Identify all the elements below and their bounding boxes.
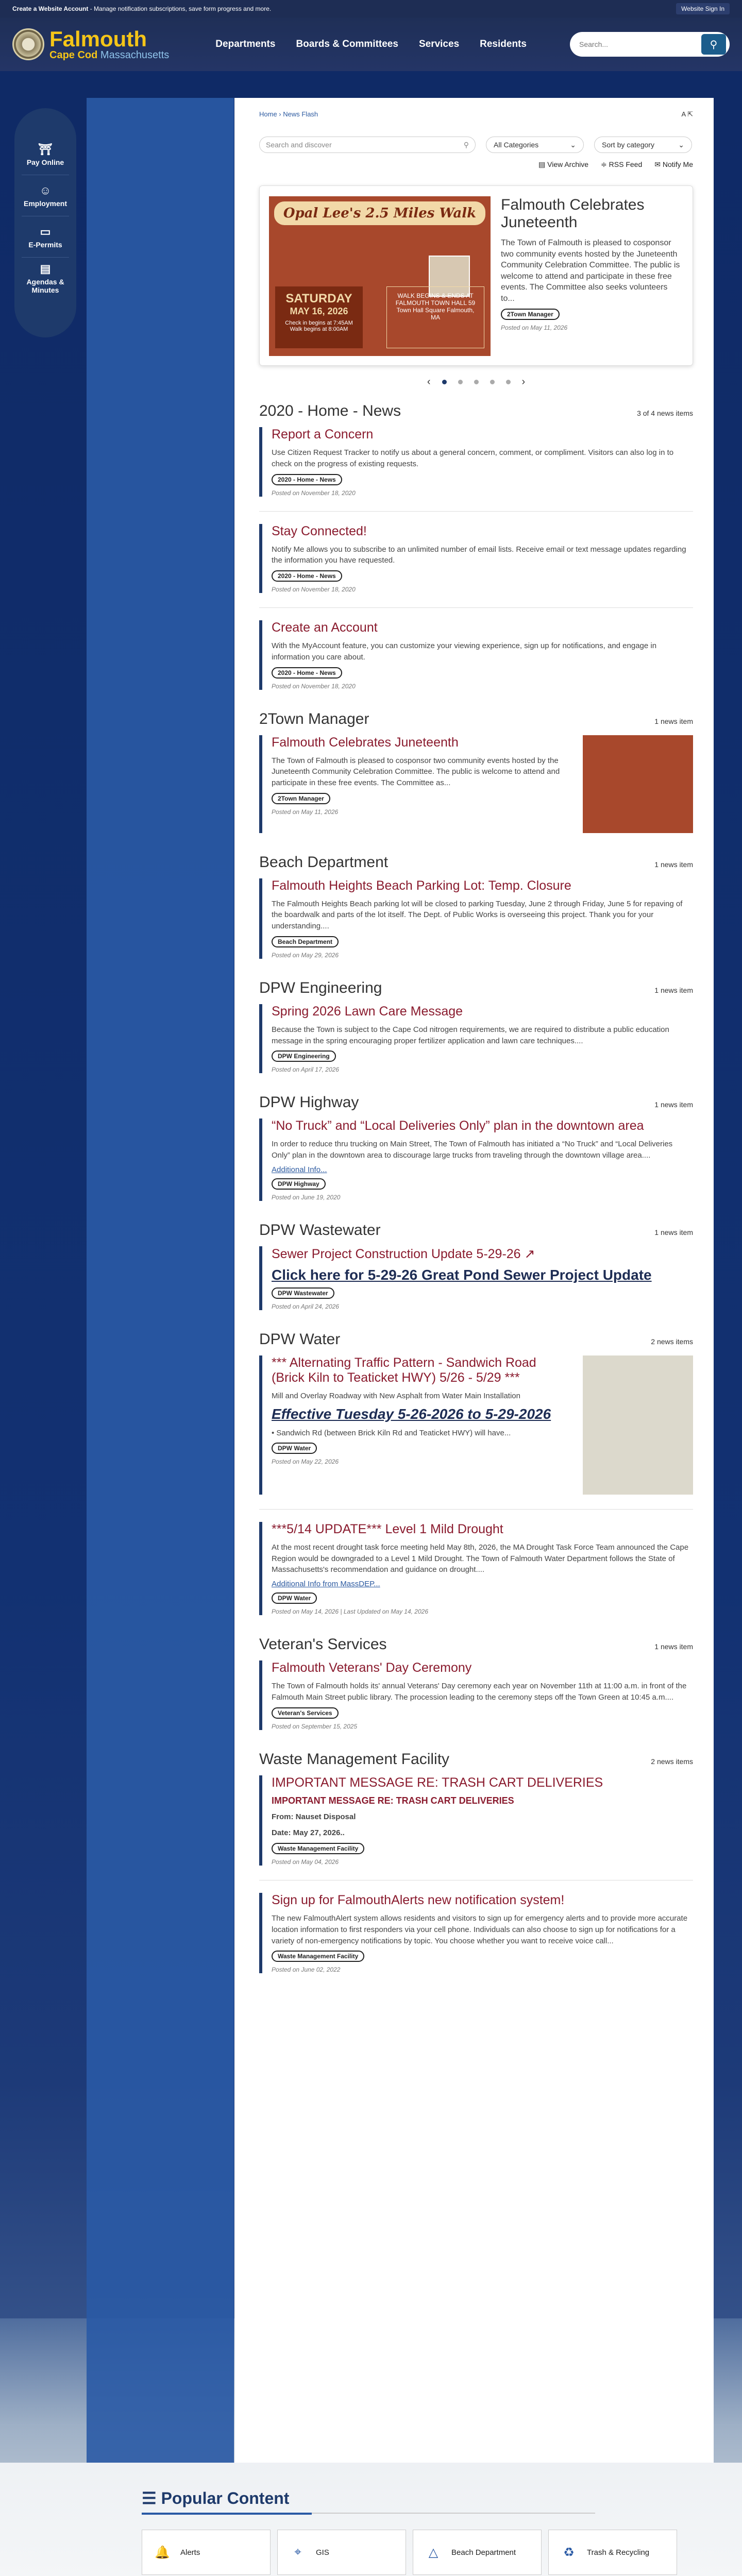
category-tag[interactable]: Waste Management Facility <box>272 1951 364 1962</box>
news-item-summary: Notify Me allows you to subscribe to an unlimited number of email lists. Receive email or text message updates regarding the information you have requested. <box>272 545 686 565</box>
category-tag[interactable]: 2020 - Home - News <box>272 667 342 679</box>
news-item-title[interactable]: Sign up for FalmouthAlerts new notification system! <box>272 1893 565 1907</box>
news-actions <box>259 160 693 169</box>
umbrella-icon: △ <box>428 2545 439 2560</box>
news-item-summary: Mill and Overlay Roadway with New Asphalt from Water Main Installation <box>272 1391 520 1400</box>
chevron-down-icon: ⌄ <box>678 140 684 149</box>
breadcrumb <box>259 110 693 118</box>
posted-date: Posted on April 17, 2026 <box>272 1066 339 1074</box>
posted-date: Posted on April 24, 2026 <box>272 1302 339 1310</box>
section-title: DPW Water <box>259 1330 341 1348</box>
news-item-summary: Use Citizen Request Tracker to notify us about a general concern, comment, or compliment. Visitors can also log in to check on the progress of existing requests. <box>272 448 674 468</box>
quick-link-label: Agendas & Minutes <box>26 278 64 294</box>
category-tag[interactable]: Veteran's Services <box>272 1707 339 1719</box>
news-item-title[interactable]: Spring 2026 Lawn Care Message <box>272 1004 463 1019</box>
nav-services[interactable]: Services <box>418 39 460 49</box>
section-title: DPW Wastewater <box>259 1221 381 1239</box>
popular-title-text: Popular Content <box>161 2489 290 2507</box>
quick-link-employment[interactable] <box>22 175 69 216</box>
document-icon: ▤ <box>40 262 51 275</box>
message-date: Date: May 27, 2026.. <box>272 1828 345 1838</box>
news-item <box>259 1775 693 1866</box>
popular-label: Trash & Recycling <box>587 2548 650 2557</box>
news-item-title[interactable]: ***5/14 UPDATE*** Level 1 Mild Drought <box>272 1521 503 1536</box>
news-section-town-manager <box>259 710 693 833</box>
category-value: All Categories <box>494 141 539 149</box>
notify-me-link[interactable] <box>654 160 693 169</box>
popular-label: GIS <box>316 2548 329 2557</box>
slider-dot[interactable] <box>506 380 511 384</box>
quick-link-label: E-Permits <box>28 240 62 249</box>
permit-icon: ▭ <box>40 225 51 238</box>
news-section-dpw-engineering <box>259 979 693 1074</box>
category-tag[interactable]: DPW Water <box>272 1443 317 1454</box>
news-item-title[interactable]: IMPORTANT MESSAGE RE: TRASH CART DELIVERIES <box>272 1775 603 1790</box>
news-section-dpw-wastewater <box>259 1222 693 1310</box>
news-item-summary: Because the Town is subject to the Cape Cod nitrogen requirements, we are required to distribute a public education message in the spring encouraging proper fertilizer application and lawn care techniques.... <box>272 1025 669 1045</box>
news-item-summary: The Town of Falmouth is pleased to cosponsor two community events hosted by the Juneteenth Community Celebration Committee. The public is welcome to attend and participate in these free events. The Committee as... <box>272 756 560 787</box>
category-select[interactable] <box>486 137 584 153</box>
additional-info-link[interactable]: Additional Info from MassDEP... <box>272 1580 380 1588</box>
slide-summary: The Town of Falmouth is pleased to cosponsor two community events hosted by the Juneteenth Community Celebration Committee. The public is welcome to attend and participate in these free events. The Committee also seeks volunteers to... <box>501 239 680 303</box>
news-section-waste <box>259 1751 693 1974</box>
site-logo[interactable] <box>49 28 169 60</box>
flyer-day: SATURDAY <box>285 292 352 306</box>
town-seal-logo[interactable] <box>12 28 44 60</box>
map-thumbnail[interactable] <box>583 1355 693 1495</box>
popular-grid <box>142 2530 679 2576</box>
flyer-date-box <box>275 286 363 348</box>
section-count: 1 news item <box>654 1228 693 1236</box>
news-item-title[interactable]: Sewer Project Construction Update 5-29-26 ↗ <box>272 1246 535 1261</box>
news-item <box>259 878 693 959</box>
category-tag[interactable]: 2020 - Home - News <box>272 474 342 485</box>
archive-icon: ▤ <box>538 160 548 168</box>
search-icon: ⚲ <box>463 140 469 149</box>
news-search-input[interactable] <box>259 137 476 153</box>
section-title: Veteran's Services <box>259 1636 387 1653</box>
popular-label: Alerts <box>180 2548 200 2557</box>
map-pin-icon: ⌖ <box>294 2545 301 2559</box>
news-item <box>259 1660 693 1730</box>
quick-link-agendas[interactable] <box>22 258 69 299</box>
section-title: DPW Highway <box>259 1094 359 1111</box>
news-item <box>259 1004 693 1074</box>
news-item-title[interactable]: “No Truck” and “Local Deliveries Only” plan in the downtown area <box>272 1118 644 1133</box>
slider-controls <box>259 376 693 388</box>
section-title: 2020 - Home - News <box>259 402 401 419</box>
slider-dot[interactable] <box>442 380 447 384</box>
news-section-beach <box>259 854 693 959</box>
sewer-update-link[interactable]: Click here for 5-29-26 Great Pond Sewer Project Update <box>272 1266 652 1283</box>
website-sign-in-button[interactable]: Website Sign In <box>676 3 730 14</box>
posted-date: Posted on June 02, 2022 <box>272 1966 341 1974</box>
news-filters <box>259 137 693 153</box>
section-count: 2 news items <box>651 1757 693 1766</box>
topbar-text: - Manage notification subscriptions, save form progress and more. <box>88 5 272 12</box>
category-tag[interactable]: 2020 - Home - News <box>272 570 342 582</box>
category-tag[interactable]: DPW Water <box>272 1592 317 1604</box>
popular-label: Beach Department <box>451 2548 516 2557</box>
news-item-title[interactable]: Falmouth Celebrates Juneteenth <box>272 735 459 750</box>
search-icon: ⚲ <box>701 34 726 55</box>
posted-date: Posted on November 18, 2020 <box>272 586 356 593</box>
page-tools[interactable]: A ⇱ <box>681 110 693 118</box>
slider-dot[interactable] <box>474 380 479 384</box>
message-from: From: Nauset Disposal <box>272 1812 356 1821</box>
news-section-veterans <box>259 1636 693 1730</box>
search-input[interactable] <box>570 32 698 57</box>
featured-slider <box>259 185 693 366</box>
category-tag[interactable]: DPW Engineering <box>272 1050 336 1062</box>
news-item <box>259 735 693 833</box>
list-icon: ☰ <box>142 2489 161 2507</box>
news-item-summary: In order to reduce thru trucking on Main Street, The Town of Falmouth has initiated a “No Truck” and “Local Deliveries Only” plan in the downtown area to discourage large trucks from traveling through the downtown village area.... <box>272 1140 673 1160</box>
slide-text <box>501 196 683 355</box>
news-item-summary: The Town of Falmouth holds its' annual Veterans' Day ceremony each year on November 11th at 11:00 a.m. in front of the Falmouth Main Street public library. The procession leading to the ceremony steps off the Town Green at 10:45 a.m.... <box>272 1682 687 1702</box>
quick-link-label: Employment <box>23 199 67 208</box>
flyer-time: Check in begins at 7:45AM Walk begins at 8:00AM <box>285 320 353 332</box>
news-item <box>259 1246 693 1310</box>
category-tag[interactable]: DPW Wastewater <box>272 1287 334 1299</box>
popular-beach[interactable] <box>413 2530 542 2575</box>
next-arrow-icon[interactable]: › <box>521 376 526 387</box>
news-item-title[interactable]: Report a Concern <box>272 427 374 442</box>
posted-date: Posted on November 18, 2020 <box>272 489 356 497</box>
rss-feed-label: RSS Feed <box>609 160 643 168</box>
slider-dot[interactable] <box>490 380 495 384</box>
effective-dates: Effective Tuesday 5-26-2026 to 5-29-2026 <box>272 1405 551 1422</box>
section-title: Waste Management Facility <box>259 1750 450 1768</box>
news-item <box>259 1522 693 1615</box>
nav-boards[interactable]: Boards & Committees <box>296 39 398 49</box>
section-count: 1 news item <box>654 1100 693 1109</box>
news-item <box>259 1118 693 1201</box>
site-search <box>570 32 730 57</box>
sort-select[interactable] <box>594 137 692 153</box>
breadcrumb-home[interactable]: Home <box>259 110 277 118</box>
news-item-summary: The new FalmouthAlert system allows residents and visitors to sign up for emergency alerts and to provide more accurate location information to first responders via your cell phone. Individuals can also choose to sign up for notifications for a variety of non-emergency notifications by topic. You choose whether you want to receive voice call... <box>272 1914 688 1945</box>
quick-link-epermits[interactable] <box>22 216 69 258</box>
rss-feed-link[interactable] <box>601 160 642 169</box>
popular-content <box>0 2463 742 2576</box>
site-header <box>0 18 742 71</box>
posted-date: Posted on May 14, 2026 | Last Updated on May 14, 2026 <box>272 1608 428 1615</box>
quick-links-pill <box>14 108 76 337</box>
news-item <box>259 427 693 497</box>
breadcrumb-current[interactable]: News Flash <box>283 110 318 118</box>
news-item <box>259 524 693 594</box>
divider <box>259 511 693 512</box>
divider <box>259 1509 693 1510</box>
category-tag[interactable]: Waste Management Facility <box>272 1843 364 1854</box>
posted-date: Posted on September 15, 2025 <box>272 1722 358 1730</box>
news-item-title[interactable]: Create an Account <box>272 620 378 635</box>
section-title: DPW Engineering <box>259 979 382 996</box>
news-section-dpw-highway <box>259 1094 693 1201</box>
popular-trash[interactable] <box>548 2530 677 2575</box>
news-section-dpw-water <box>259 1331 693 1615</box>
section-count: 2 news items <box>651 1337 693 1346</box>
flyer-date: MAY 16, 2026 <box>290 306 348 316</box>
logo-state: Massachusetts <box>100 49 170 61</box>
shield-icon: ⛩ <box>38 142 53 156</box>
section-count: 1 news item <box>654 717 693 725</box>
slide-title[interactable]: Falmouth Celebrates Juneteenth <box>501 196 645 231</box>
nav-residents[interactable]: Residents <box>480 39 527 49</box>
news-item-title[interactable]: Falmouth Veterans' Day Ceremony <box>272 1660 472 1675</box>
news-item-title[interactable]: Stay Connected! <box>272 523 367 538</box>
posted-date: Posted on May 11, 2026 <box>272 808 339 816</box>
search-button[interactable] <box>698 32 730 57</box>
news-item-title[interactable]: Falmouth Heights Beach Parking Lot: Temp. Closure <box>272 878 571 893</box>
posted-date: Posted on May 04, 2026 <box>272 1858 339 1866</box>
section-count: 1 news item <box>654 860 693 869</box>
view-archive-label: View Archive <box>547 160 589 168</box>
create-account-link[interactable]: Create a Website Account <box>12 5 89 12</box>
sort-value: Sort by category <box>602 141 654 149</box>
section-count: 1 news item <box>654 986 693 994</box>
category-tag[interactable]: 2Town Manager <box>501 309 560 320</box>
additional-info-link[interactable]: Additional Info... <box>272 1165 327 1174</box>
view-archive-link[interactable] <box>538 160 588 169</box>
top-bar <box>0 0 742 18</box>
notify-me-label: Notify Me <box>662 160 693 168</box>
logo-name: Falmouth <box>49 27 147 51</box>
category-tag[interactable]: Beach Department <box>272 936 339 947</box>
envelope-icon: ✉ <box>654 160 663 168</box>
breadcrumb-separator: › <box>277 110 283 118</box>
popular-gis[interactable] <box>277 2530 406 2575</box>
logo-capecod: Cape Cod <box>49 49 98 61</box>
main-content <box>234 98 714 2463</box>
quick-link-pay-online[interactable] <box>22 134 69 175</box>
category-tag[interactable]: DPW Highway <box>272 1178 326 1190</box>
rss-icon: ≑ <box>601 160 609 168</box>
flyer-location: WALK BEGINS & ENDS AT FALMOUTH TOWN HALL 59 Town Hall Square Falmouth, MA <box>386 286 484 348</box>
news-item-bullet: • Sandwich Rd (between Brick Kiln Rd and Teaticket HWY) will have... <box>272 1428 511 1437</box>
news-section-2020-home <box>259 402 693 690</box>
bullet-text: Sandwich Rd (between Brick Kiln Rd and Teaticket HWY) will have... <box>276 1428 511 1437</box>
posted-date: Posted on May 22, 2026 <box>272 1458 339 1466</box>
news-thumbnail[interactable] <box>583 735 693 833</box>
section-title: Beach Department <box>259 853 389 871</box>
posted-date: Posted on May 29, 2026 <box>272 951 339 959</box>
news-item <box>259 1893 693 1973</box>
event-flyer-image[interactable] <box>269 196 491 356</box>
news-item <box>259 1355 693 1495</box>
main-nav <box>215 39 527 50</box>
nav-departments[interactable]: Departments <box>215 39 276 49</box>
posted-date: Posted on November 18, 2020 <box>272 682 356 690</box>
news-search-placeholder: Search and discover <box>266 141 332 149</box>
flyer-title: Opal Lee's 2.5 Miles Walk <box>274 201 485 225</box>
message-heading: IMPORTANT MESSAGE RE: TRASH CART DELIVERIES <box>272 1795 514 1806</box>
person-icon: ☺ <box>39 183 52 197</box>
trash-icon: ♻ <box>563 2545 575 2560</box>
popular-content-title <box>142 2488 289 2508</box>
slider-dot[interactable] <box>458 380 463 384</box>
news-item-summary: With the MyAccount feature, you can customize your viewing experience, sign up for notifications, and engage in information you care about. <box>272 641 657 662</box>
popular-underline <box>142 2513 595 2514</box>
section-count: 3 of 4 news items <box>637 409 693 417</box>
posted-date: Posted on June 19, 2020 <box>272 1193 341 1201</box>
news-item-summary: The Falmouth Heights Beach parking lot will be closed to parking Tuesday, June 2 through Friday, June 5 for repaving of the boardwalk and parts of the lot itself. The Dept. of Public Works is overseeing this project. Thank you for your understanding.... <box>272 899 683 930</box>
category-tag[interactable]: 2Town Manager <box>272 793 330 804</box>
section-count: 1 news item <box>654 1642 693 1651</box>
popular-alerts[interactable] <box>142 2530 271 2575</box>
news-item-title[interactable]: *** Alternating Traffic Pattern - Sandwich Road (Brick Kiln to Teaticket HWY) 5/26 - 5/29 *** <box>272 1355 536 1385</box>
divider <box>259 607 693 608</box>
prev-arrow-icon[interactable]: ‹ <box>427 376 431 387</box>
chevron-down-icon: ⌄ <box>570 140 576 149</box>
left-sidebar <box>87 98 234 2463</box>
news-item <box>259 620 693 690</box>
news-item-summary: At the most recent drought task force meeting held May 8th, 2026, the MA Drought Task Force Team announced the Cape Region would be downgraded to a Level 1 Mild Drought. The Town of Falmouth Water Department follows the State of Massachusetts's recommendation and guidance on drought.... <box>272 1543 689 1574</box>
quick-link-label: Pay Online <box>26 158 64 166</box>
posted-date: Posted on May 11, 2026 <box>501 324 568 331</box>
bell-icon: 🔔 <box>155 2545 170 2560</box>
section-title: 2Town Manager <box>259 710 369 727</box>
